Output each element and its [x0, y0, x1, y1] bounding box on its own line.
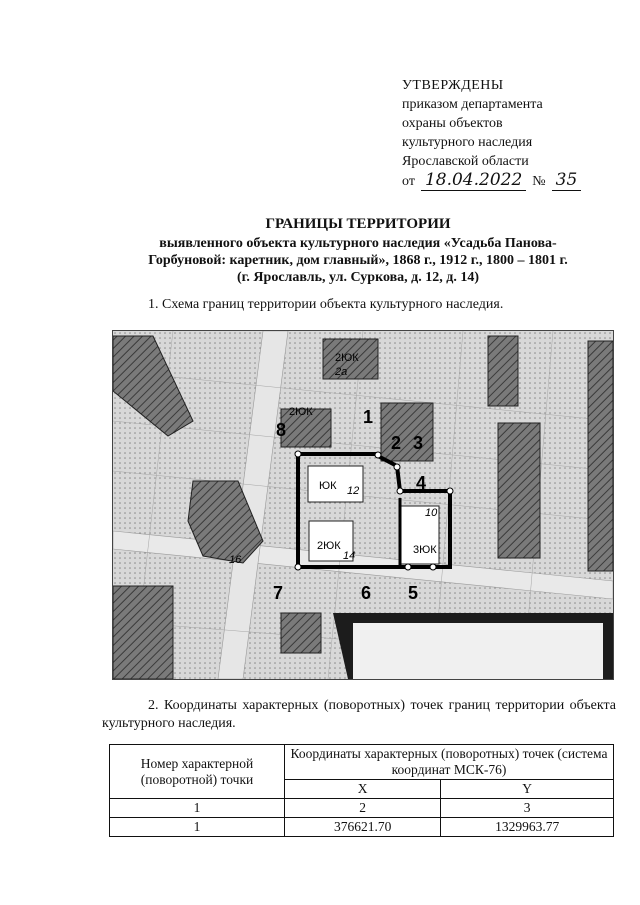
- point-label: 6: [361, 583, 372, 603]
- point-label: 3: [413, 433, 424, 453]
- title-line: выявленного объекта культурного наследия «Усадьба Панова-: [159, 236, 557, 251]
- building-label: 2ЮК: [289, 406, 313, 418]
- header-coordinates: Координаты характерных (поворотных) точек (система координат МСК-76): [285, 745, 614, 780]
- handwritten-number: 35: [552, 171, 582, 191]
- point-label: 8: [276, 420, 287, 440]
- point-label: 4: [416, 473, 427, 493]
- approval-line: охраны объектов: [402, 116, 503, 131]
- building-label: 16: [229, 554, 242, 566]
- title-line: Горбуновой: каретник, дом главный», 1868 г., 1912 г., 1800 – 1801 г.: [148, 253, 568, 268]
- building-label: 14: [343, 550, 356, 562]
- point-label: 2: [391, 433, 402, 453]
- table-index-row: [110, 799, 614, 818]
- section-1-heading: 1. Схема границ территории объекта культурного наследия.: [148, 297, 504, 312]
- index-cell: 1: [110, 799, 285, 818]
- approval-line: Ярославской области: [402, 154, 529, 169]
- building-label: 2ЮК: [317, 540, 341, 552]
- point-label: 5: [408, 583, 419, 603]
- coord-y: 1329963.77: [441, 818, 614, 837]
- approval-title: УТВЕРЖДЕНЫ: [402, 78, 504, 93]
- point-label: 7: [273, 583, 284, 603]
- table-header-row: [110, 745, 614, 780]
- section-2-heading: 2. Координаты характерных (поворотных) точек границ территории объекта культурного наследия.: [102, 698, 616, 731]
- coord-x: 376621.70: [285, 818, 441, 837]
- handwritten-date: 18.04.2022: [421, 171, 526, 191]
- building-label: 12: [347, 485, 360, 497]
- building-label: 10: [425, 507, 438, 519]
- title-line: (г. Ярославль, ул. Суркова, д. 12, д. 14): [236, 270, 479, 285]
- approval-date-line: [402, 171, 581, 191]
- approval-line: приказом департамента: [402, 97, 543, 112]
- boundary-map: [112, 330, 614, 680]
- index-cell: 2: [285, 799, 441, 818]
- building-label: 3ЮК: [413, 544, 437, 556]
- building-label: 2а: [335, 366, 348, 378]
- date-prefix: от: [402, 174, 415, 189]
- approval-stamp: [402, 76, 581, 191]
- building-label: 2ЮК: [335, 352, 359, 364]
- index-cell: 3: [441, 799, 614, 818]
- coordinates-table: [109, 744, 614, 837]
- number-prefix: №: [532, 174, 546, 189]
- header-number: Номер характерной (поворотной) точки: [110, 745, 285, 799]
- header-y: Y: [441, 780, 614, 799]
- header-x: X: [285, 780, 441, 799]
- title-main: ГРАНИЦЫ ТЕРРИТОРИИ: [265, 216, 451, 232]
- map-svg: [113, 331, 613, 679]
- point-number: 1: [110, 818, 285, 837]
- approval-line: культурного наследия: [402, 135, 533, 150]
- building-label: ЮК: [319, 480, 337, 492]
- document-title: [98, 216, 618, 286]
- table-row: [110, 818, 614, 837]
- point-label: 1: [363, 407, 374, 427]
